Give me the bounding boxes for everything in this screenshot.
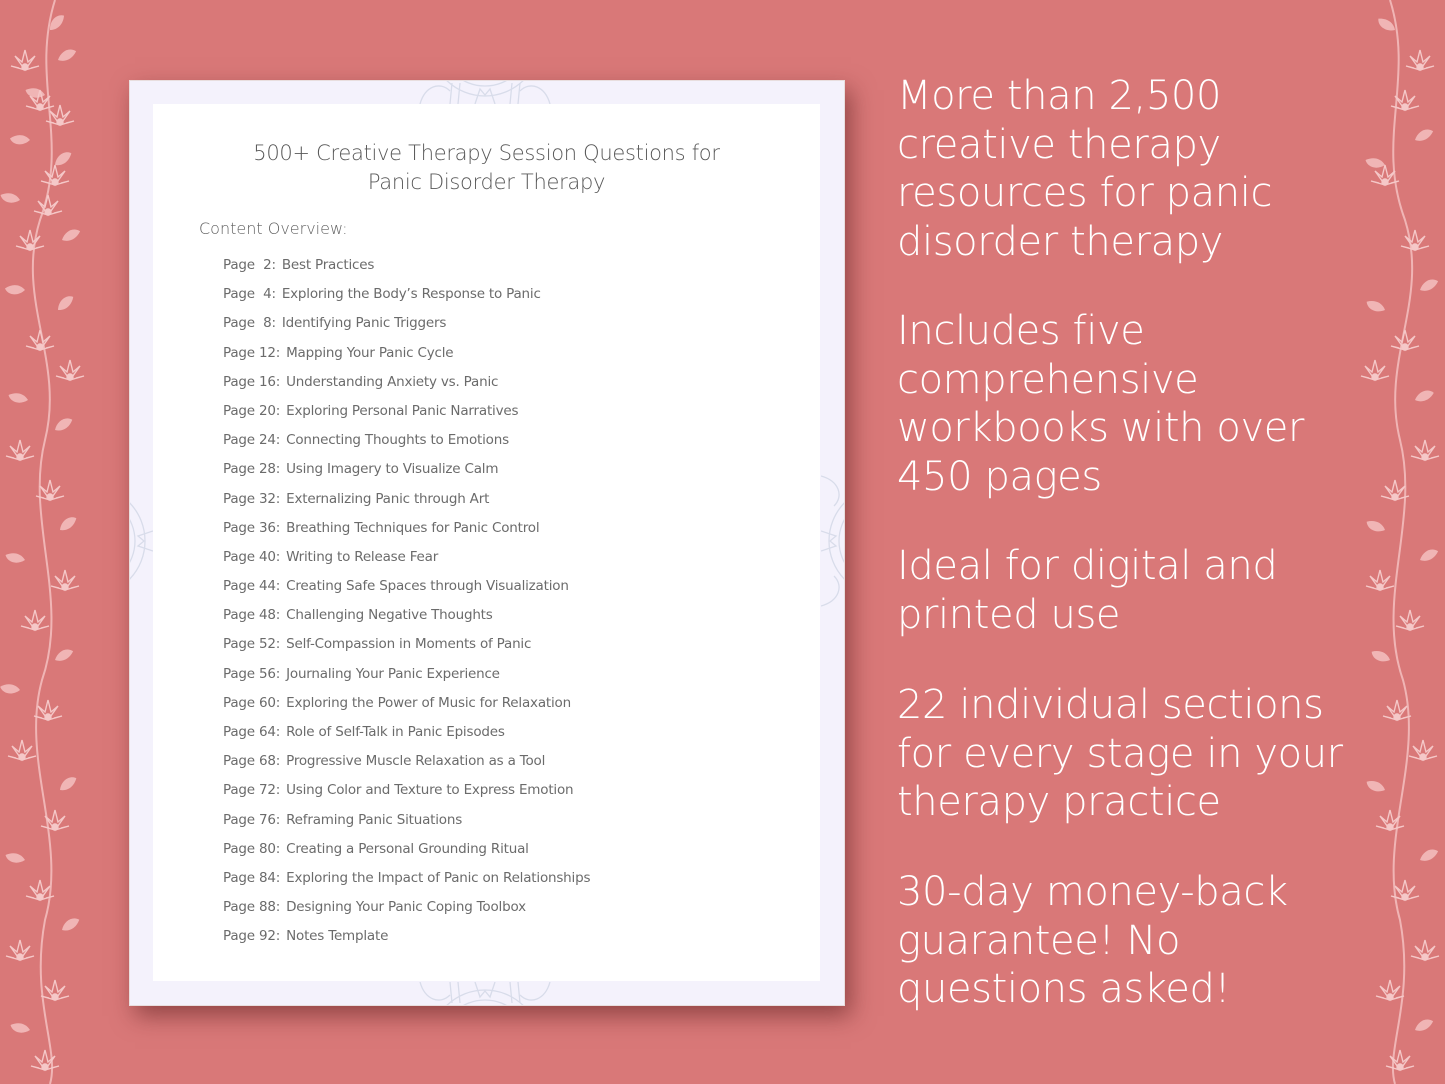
toc-item (223, 490, 590, 519)
toc-page-number: Page 4: (223, 286, 276, 303)
toc-page-number: Page 8: (223, 315, 276, 332)
toc-item (223, 606, 590, 635)
toc-page-number: Page 28: (223, 461, 281, 478)
toc-page-number: Page 84: (223, 869, 281, 886)
content-overview-label: Content Overview: (199, 219, 348, 238)
toc-title: Exploring the Power of Music for Relaxation (286, 694, 571, 711)
toc-item (223, 927, 590, 956)
toc-item (223, 314, 590, 343)
toc-page-number: Page 72: (223, 782, 281, 799)
toc-item (223, 460, 590, 489)
toc-title: Designing Your Panic Coping Toolbox (286, 899, 526, 916)
toc-page-number: Page 32: (223, 490, 281, 507)
toc-title: Writing to Release Fear (286, 548, 439, 565)
feature-line: creative therapy (897, 121, 1221, 168)
document-title (153, 139, 820, 197)
feature-line: 22 individual sections (897, 682, 1324, 728)
toc-page-number: Page 64: (223, 724, 281, 740)
feature-digital-print (897, 542, 1277, 639)
toc-page-number: Page 68: (223, 753, 281, 770)
toc-title: Exploring the Body’s Response to Panic (281, 286, 541, 303)
feature-line: questions asked! (897, 966, 1231, 1012)
toc-page-number: Page 2: (223, 257, 276, 273)
feature-line: for every stage in your (897, 730, 1343, 777)
toc-title: Mapping Your Panic Cycle (286, 344, 454, 361)
feature-sections (897, 681, 1343, 827)
toc-title: Creating a Personal Grounding Ritual (286, 840, 529, 857)
toc-title: Journaling Your Panic Experience (286, 665, 500, 682)
toc-page-number: Page 92: (223, 928, 281, 945)
feature-line: 450 pages (897, 453, 1102, 500)
toc-title: Breathing Techniques for Panic Control (286, 519, 540, 536)
toc-title: Self-Compassion in Moments of Panic (286, 636, 532, 653)
toc-title: Role of Self-Talk in Panic Episodes (286, 724, 505, 740)
feature-line: workbooks with over (897, 405, 1305, 451)
toc-page-number: Page 20: (223, 402, 281, 419)
toc-page-number: Page 12: (223, 344, 281, 361)
feature-line: guarantee! No (897, 917, 1181, 964)
feature-line: comprehensive (897, 356, 1199, 403)
toc-page-number: Page 48: (223, 607, 281, 624)
toc-title: Connecting Thoughts to Emotions (286, 432, 509, 449)
toc-item (223, 898, 590, 927)
mandala-top-icon (380, 81, 590, 104)
document-title-line-1: 500+ Creative Therapy Session Questions for (253, 141, 720, 165)
toc-page-number: Page 52: (223, 636, 281, 653)
toc-item (223, 373, 590, 402)
feature-line: printed use (897, 591, 1121, 638)
toc-page-number: Page 40: (223, 548, 281, 565)
toc-item (223, 256, 590, 285)
floral-vine-right-icon (1350, 0, 1445, 1084)
floral-vine-left-icon (0, 0, 95, 1084)
toc-title: Challenging Negative Thoughts (286, 607, 493, 624)
toc-page-number: Page 80: (223, 840, 281, 857)
toc-page-number: Page 36: (223, 519, 281, 536)
toc-item (223, 431, 590, 460)
toc-page-number: Page 76: (223, 811, 281, 828)
toc-item (223, 577, 590, 606)
toc-title: Creating Safe Spaces through Visualization (286, 578, 569, 595)
feature-line: disorder therapy (897, 218, 1223, 265)
feature-line: therapy practice (897, 779, 1221, 825)
toc-title: Progressive Muscle Relaxation as a Tool (286, 753, 546, 770)
toc-item (223, 840, 590, 869)
feature-line: Ideal for digital and (897, 543, 1278, 589)
feature-guarantee (897, 868, 1288, 1014)
toc-item (223, 665, 590, 694)
feature-line: Includes five (897, 308, 1145, 354)
toc-title: Best Practices (281, 257, 375, 273)
toc-page-number: Page 24: (223, 432, 281, 449)
toc-title: Exploring the Impact of Panic on Relationships (286, 869, 591, 886)
toc-page-number: Page 88: (223, 899, 281, 916)
toc-item (223, 402, 590, 431)
toc-title: Identifying Panic Triggers (281, 315, 447, 332)
toc-item (223, 811, 590, 840)
mandala-bottom-icon (380, 982, 590, 1005)
toc-item (223, 869, 590, 898)
toc-title: Externalizing Panic through Art (286, 490, 490, 507)
toc-page-number: Page 44: (223, 578, 281, 595)
feature-line: More than 2,500 (897, 73, 1222, 119)
toc-page-number: Page 16: (223, 373, 281, 390)
toc-page-number: Page 56: (223, 665, 281, 682)
feature-line: resources for panic (897, 170, 1273, 216)
mandala-left-icon (130, 456, 153, 626)
toc-item (223, 723, 590, 752)
toc-title: Using Color and Texture to Express Emotion (286, 782, 574, 799)
feature-line: 30-day money-back (897, 869, 1288, 915)
feature-resources (897, 72, 1272, 266)
toc-item (223, 519, 590, 548)
document-page (129, 80, 845, 1006)
toc-title: Notes Template (286, 928, 389, 945)
toc-item (223, 694, 590, 723)
toc-item (223, 285, 590, 314)
document-title-line-2: Panic Disorder Therapy (367, 170, 606, 194)
toc-title: Understanding Anxiety vs. Panic (286, 373, 499, 390)
table-of-contents (223, 256, 590, 957)
toc-item (223, 752, 590, 781)
toc-page-number: Page 60: (223, 694, 281, 711)
toc-item (223, 548, 590, 577)
toc-title: Exploring Personal Panic Narratives (286, 402, 519, 419)
toc-title: Reframing Panic Situations (286, 811, 463, 828)
mandala-right-icon (821, 456, 844, 626)
toc-title: Using Imagery to Visualize Calm (286, 461, 499, 478)
page-content (153, 104, 820, 981)
toc-item (223, 635, 590, 664)
feature-workbooks (897, 307, 1304, 501)
toc-item (223, 781, 590, 810)
toc-item (223, 344, 590, 373)
